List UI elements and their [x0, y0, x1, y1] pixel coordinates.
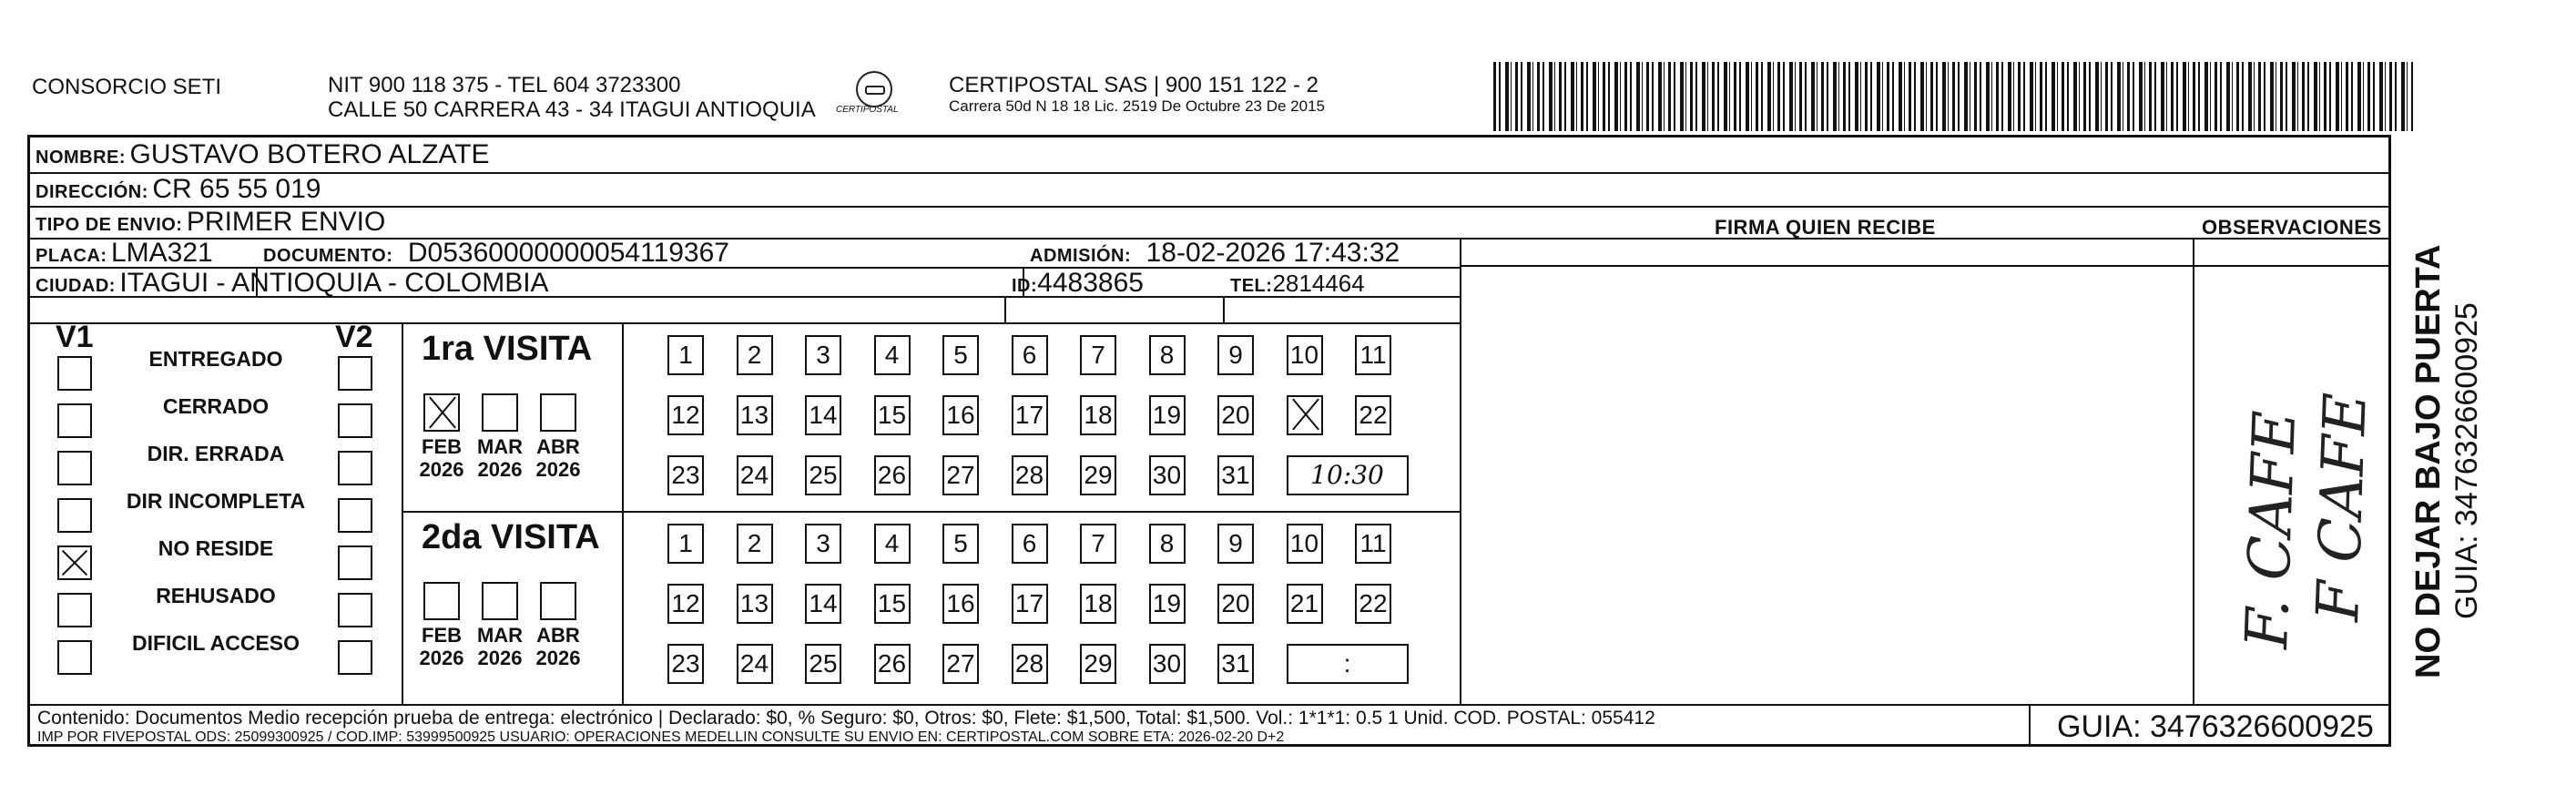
month-name: ABR — [536, 435, 580, 458]
day-box[interactable]: 20 — [1217, 584, 1254, 624]
direccion-label: DIRECCIÓN: — [36, 182, 148, 202]
direccion-value: CR 65 55 019 — [152, 174, 321, 204]
admision-cell — [1030, 238, 1400, 269]
tel-value: 2814464 — [1272, 270, 1365, 297]
day-box[interactable]: 15 — [874, 395, 911, 435]
day-box[interactable]: 3 — [805, 524, 841, 564]
status-v1-checkbox[interactable] — [57, 593, 92, 627]
footer-guia: GUIA: 3476326600925 — [2057, 709, 2374, 744]
status-v2-checkbox[interactable] — [338, 640, 372, 675]
documento-cell — [263, 238, 729, 269]
day-box[interactable]: 29 — [1080, 644, 1116, 684]
day-box[interactable]: 28 — [1012, 455, 1048, 495]
month-year: 2026 — [419, 647, 464, 669]
visit-time-box[interactable]: 10:30 — [1287, 455, 1409, 495]
status-label: DIR. ERRADA — [147, 442, 285, 465]
day-box[interactable]: 3 — [805, 335, 841, 375]
id-label: ID: — [1012, 276, 1038, 296]
placa-cell — [36, 238, 213, 269]
admision-value: 18-02-2026 17:43:32 — [1145, 238, 1400, 268]
day-box[interactable]: 13 — [737, 584, 773, 624]
day-box[interactable]: 26 — [874, 644, 911, 684]
documento-label: DOCUMENTO: — [263, 246, 393, 266]
day-box[interactable]: 17 — [1012, 395, 1048, 435]
day-box[interactable]: 7 — [1080, 524, 1116, 564]
day-box[interactable]: 29 — [1080, 455, 1116, 495]
day-box[interactable]: 14 — [805, 584, 841, 624]
day-box[interactable]: 28 — [1012, 644, 1048, 684]
month-label — [531, 435, 585, 481]
month-label — [473, 624, 527, 669]
logo-caption: CERTIPOSTAL — [836, 105, 899, 115]
day-box[interactable]: 8 — [1149, 524, 1186, 564]
id-cell — [1012, 268, 1144, 299]
day-box[interactable]: 31 — [1217, 455, 1254, 495]
ciudad-label: CIUDAD: — [36, 276, 116, 296]
footer-imp: IMP POR FIVEPOSTAL ODS: 25099300925 / COD.IMP: 53999500925 USUARIO: OPERACIONES MEDELLIN CONSULTE SU ENVIO EN: CERTIPOSTAL.COM SOBRE ETA: 2026-02-20 D+2 — [37, 729, 1285, 745]
visit-time-box[interactable]: : — [1287, 644, 1409, 684]
day-box[interactable]: 4 — [874, 335, 911, 375]
status-label: DIFICIL ACCESO — [131, 631, 300, 655]
day-box[interactable]: 22 — [1355, 584, 1391, 624]
day-box[interactable]: 30 — [1149, 455, 1186, 495]
day-box[interactable]: 19 — [1149, 395, 1186, 435]
company-name: CONSORCIO SETI — [32, 75, 222, 99]
day-box[interactable]: 10 — [1287, 524, 1323, 564]
month-checkbox[interactable] — [423, 582, 460, 620]
month-label — [414, 624, 469, 669]
tel-cell — [1230, 270, 1365, 298]
status-v2-checkbox[interactable] — [338, 356, 372, 391]
month-name: FEB — [422, 624, 462, 647]
day-box[interactable]: 24 — [737, 644, 773, 684]
admision-label: ADMISIÓN: — [1030, 246, 1132, 266]
tel-label: TEL: — [1230, 276, 1273, 296]
status-label: NO RESIDE — [158, 536, 274, 560]
month-year: 2026 — [419, 458, 464, 481]
day-box[interactable]: 27 — [942, 455, 979, 495]
status-label: REHUSADO — [156, 584, 276, 607]
observacion-hand-2: F CAFE — [2305, 392, 2380, 623]
status-label: DIR INCOMPLETA — [126, 489, 306, 513]
day-box[interactable]: 21 — [1287, 584, 1323, 624]
day-box[interactable]: 4 — [874, 524, 911, 564]
nombre-row — [36, 139, 490, 170]
day-box[interactable]: 1 — [667, 524, 704, 564]
month-year: 2026 — [535, 458, 581, 481]
day-box[interactable] — [1287, 395, 1323, 435]
tipo-row — [36, 207, 385, 238]
ciudad-cell — [36, 268, 549, 299]
month-label — [414, 435, 469, 481]
footer-contenido: Contenido: Documentos Medio recepción prueba de entrega: electrónico | Declarado: $0, % Seguro: $0, Otros: $0, Flete: $1,500, Total: $1,500. Vol.: 1*1*1: 0.5 1 Unid. COD. POSTAL: 055412 — [37, 708, 1655, 729]
visit-title: 2da VISITA — [422, 518, 600, 556]
status-v1-checkbox[interactable] — [57, 545, 92, 580]
day-box[interactable]: 22 — [1355, 395, 1391, 435]
month-year: 2026 — [535, 647, 581, 669]
day-box[interactable]: 26 — [874, 455, 911, 495]
day-box[interactable]: 2 — [737, 524, 773, 564]
day-box[interactable]: 2 — [737, 335, 773, 375]
tipo-value: PRIMER ENVIO — [186, 207, 386, 237]
day-box[interactable]: 9 — [1217, 335, 1254, 375]
day-box[interactable]: 5 — [942, 524, 979, 564]
side-guia: GUIA: 3476326600925 — [2449, 302, 2484, 619]
license-line: Carrera 50d N 18 18 Lic. 2519 De Octubre 23 De 2015 — [949, 97, 1325, 115]
month-checkbox[interactable] — [540, 393, 576, 432]
day-box[interactable]: 27 — [942, 644, 979, 684]
carrier-block — [949, 73, 1325, 116]
day-box[interactable]: 16 — [942, 584, 979, 624]
day-box[interactable]: 7 — [1080, 335, 1116, 375]
day-box[interactable]: 30 — [1149, 644, 1186, 684]
month-label — [531, 624, 585, 669]
day-box[interactable]: 12 — [667, 395, 704, 435]
day-box[interactable]: 5 — [942, 335, 979, 375]
placa-value: LMA321 — [111, 238, 213, 268]
day-box[interactable]: 1 — [667, 335, 704, 375]
day-box[interactable]: 17 — [1012, 584, 1048, 624]
day-box[interactable]: 10 — [1287, 335, 1323, 375]
carrier-line: CERTIPOSTAL SAS | 900 151 122 - 2 — [949, 73, 1319, 97]
status-v2-checkbox[interactable] — [338, 498, 372, 533]
nombre-value: GUSTAVO BOTERO ALZATE — [129, 139, 490, 169]
day-box[interactable]: 25 — [805, 455, 841, 495]
tipo-label: TIPO DE ENVIO: — [36, 215, 183, 235]
day-box[interactable]: 11 — [1355, 524, 1391, 564]
month-name: FEB — [422, 435, 462, 458]
day-box[interactable]: 31 — [1217, 644, 1254, 684]
side-warning: NO DEJAR BAJO PUERTA — [2409, 244, 2448, 678]
day-box[interactable]: 16 — [942, 395, 979, 435]
placa-label: PLACA: — [36, 246, 107, 266]
day-box[interactable]: 25 — [805, 644, 841, 684]
month-checkbox[interactable] — [423, 393, 460, 432]
id-value: 4483865 — [1037, 268, 1144, 298]
barcode — [1493, 62, 2413, 131]
status-v1-checkbox[interactable] — [57, 640, 92, 675]
nombre-label: NOMBRE: — [36, 148, 127, 168]
day-box[interactable]: 14 — [805, 395, 841, 435]
day-box[interactable]: 6 — [1012, 335, 1048, 375]
status-v1-checkbox[interactable] — [57, 451, 92, 485]
month-year: 2026 — [477, 458, 523, 481]
day-box[interactable]: 11 — [1355, 335, 1391, 375]
month-name: MAR — [476, 435, 524, 458]
month-checkbox[interactable] — [482, 393, 518, 432]
day-box[interactable]: 9 — [1217, 524, 1254, 564]
day-box[interactable]: 12 — [667, 584, 704, 624]
address-line: CALLE 50 CARRERA 43 - 34 ITAGUI ANTIOQUIA — [328, 97, 816, 122]
status-v1-checkbox[interactable] — [57, 356, 92, 391]
day-box[interactable]: 15 — [874, 584, 911, 624]
observacion-hand-1: F. CAFE — [2234, 409, 2310, 650]
day-box[interactable]: 8 — [1149, 335, 1186, 375]
ciudad-value: ITAGUI - ANTIOQUIA - COLOMBIA — [119, 268, 549, 298]
status-v1-checkbox[interactable] — [57, 403, 92, 438]
day-box[interactable]: 19 — [1149, 584, 1186, 624]
certipostal-logo-icon — [856, 71, 892, 107]
day-box[interactable]: 23 — [667, 455, 704, 495]
v1-header: V1 — [56, 320, 94, 354]
day-box[interactable]: 6 — [1012, 524, 1048, 564]
firma-header: FIRMA QUIEN RECIBE — [1715, 216, 1936, 239]
day-box[interactable]: 24 — [737, 455, 773, 495]
status-v1-checkbox[interactable] — [57, 498, 92, 533]
company-nit-block — [328, 73, 816, 122]
direccion-row — [36, 174, 321, 205]
day-box[interactable]: 20 — [1217, 395, 1254, 435]
guide-form — [27, 135, 2391, 747]
status-v2-checkbox[interactable] — [338, 451, 372, 485]
nit-line: NIT 900 118 375 - TEL 604 3723300 — [328, 73, 681, 97]
month-checkbox[interactable] — [540, 582, 576, 620]
visit-title: 1ra VISITA — [422, 330, 593, 368]
month-name: MAR — [476, 624, 524, 647]
day-box[interactable]: 18 — [1080, 584, 1116, 624]
day-box[interactable]: 23 — [667, 644, 704, 684]
v2-header: V2 — [335, 320, 373, 354]
month-name: ABR — [536, 624, 580, 647]
observaciones-header: OBSERVACIONES — [2202, 216, 2382, 239]
status-label: CERRADO — [162, 394, 270, 418]
day-box[interactable]: 13 — [737, 395, 773, 435]
status-label: ENTREGADO — [148, 347, 283, 371]
day-box[interactable]: 18 — [1080, 395, 1116, 435]
month-checkbox[interactable] — [482, 582, 518, 620]
documento-value: D05360000000054119367 — [407, 238, 729, 268]
status-v2-checkbox[interactable] — [338, 593, 372, 627]
month-label — [473, 435, 527, 481]
status-v2-checkbox[interactable] — [338, 545, 372, 580]
status-v2-checkbox[interactable] — [338, 403, 372, 438]
month-year: 2026 — [477, 647, 523, 669]
